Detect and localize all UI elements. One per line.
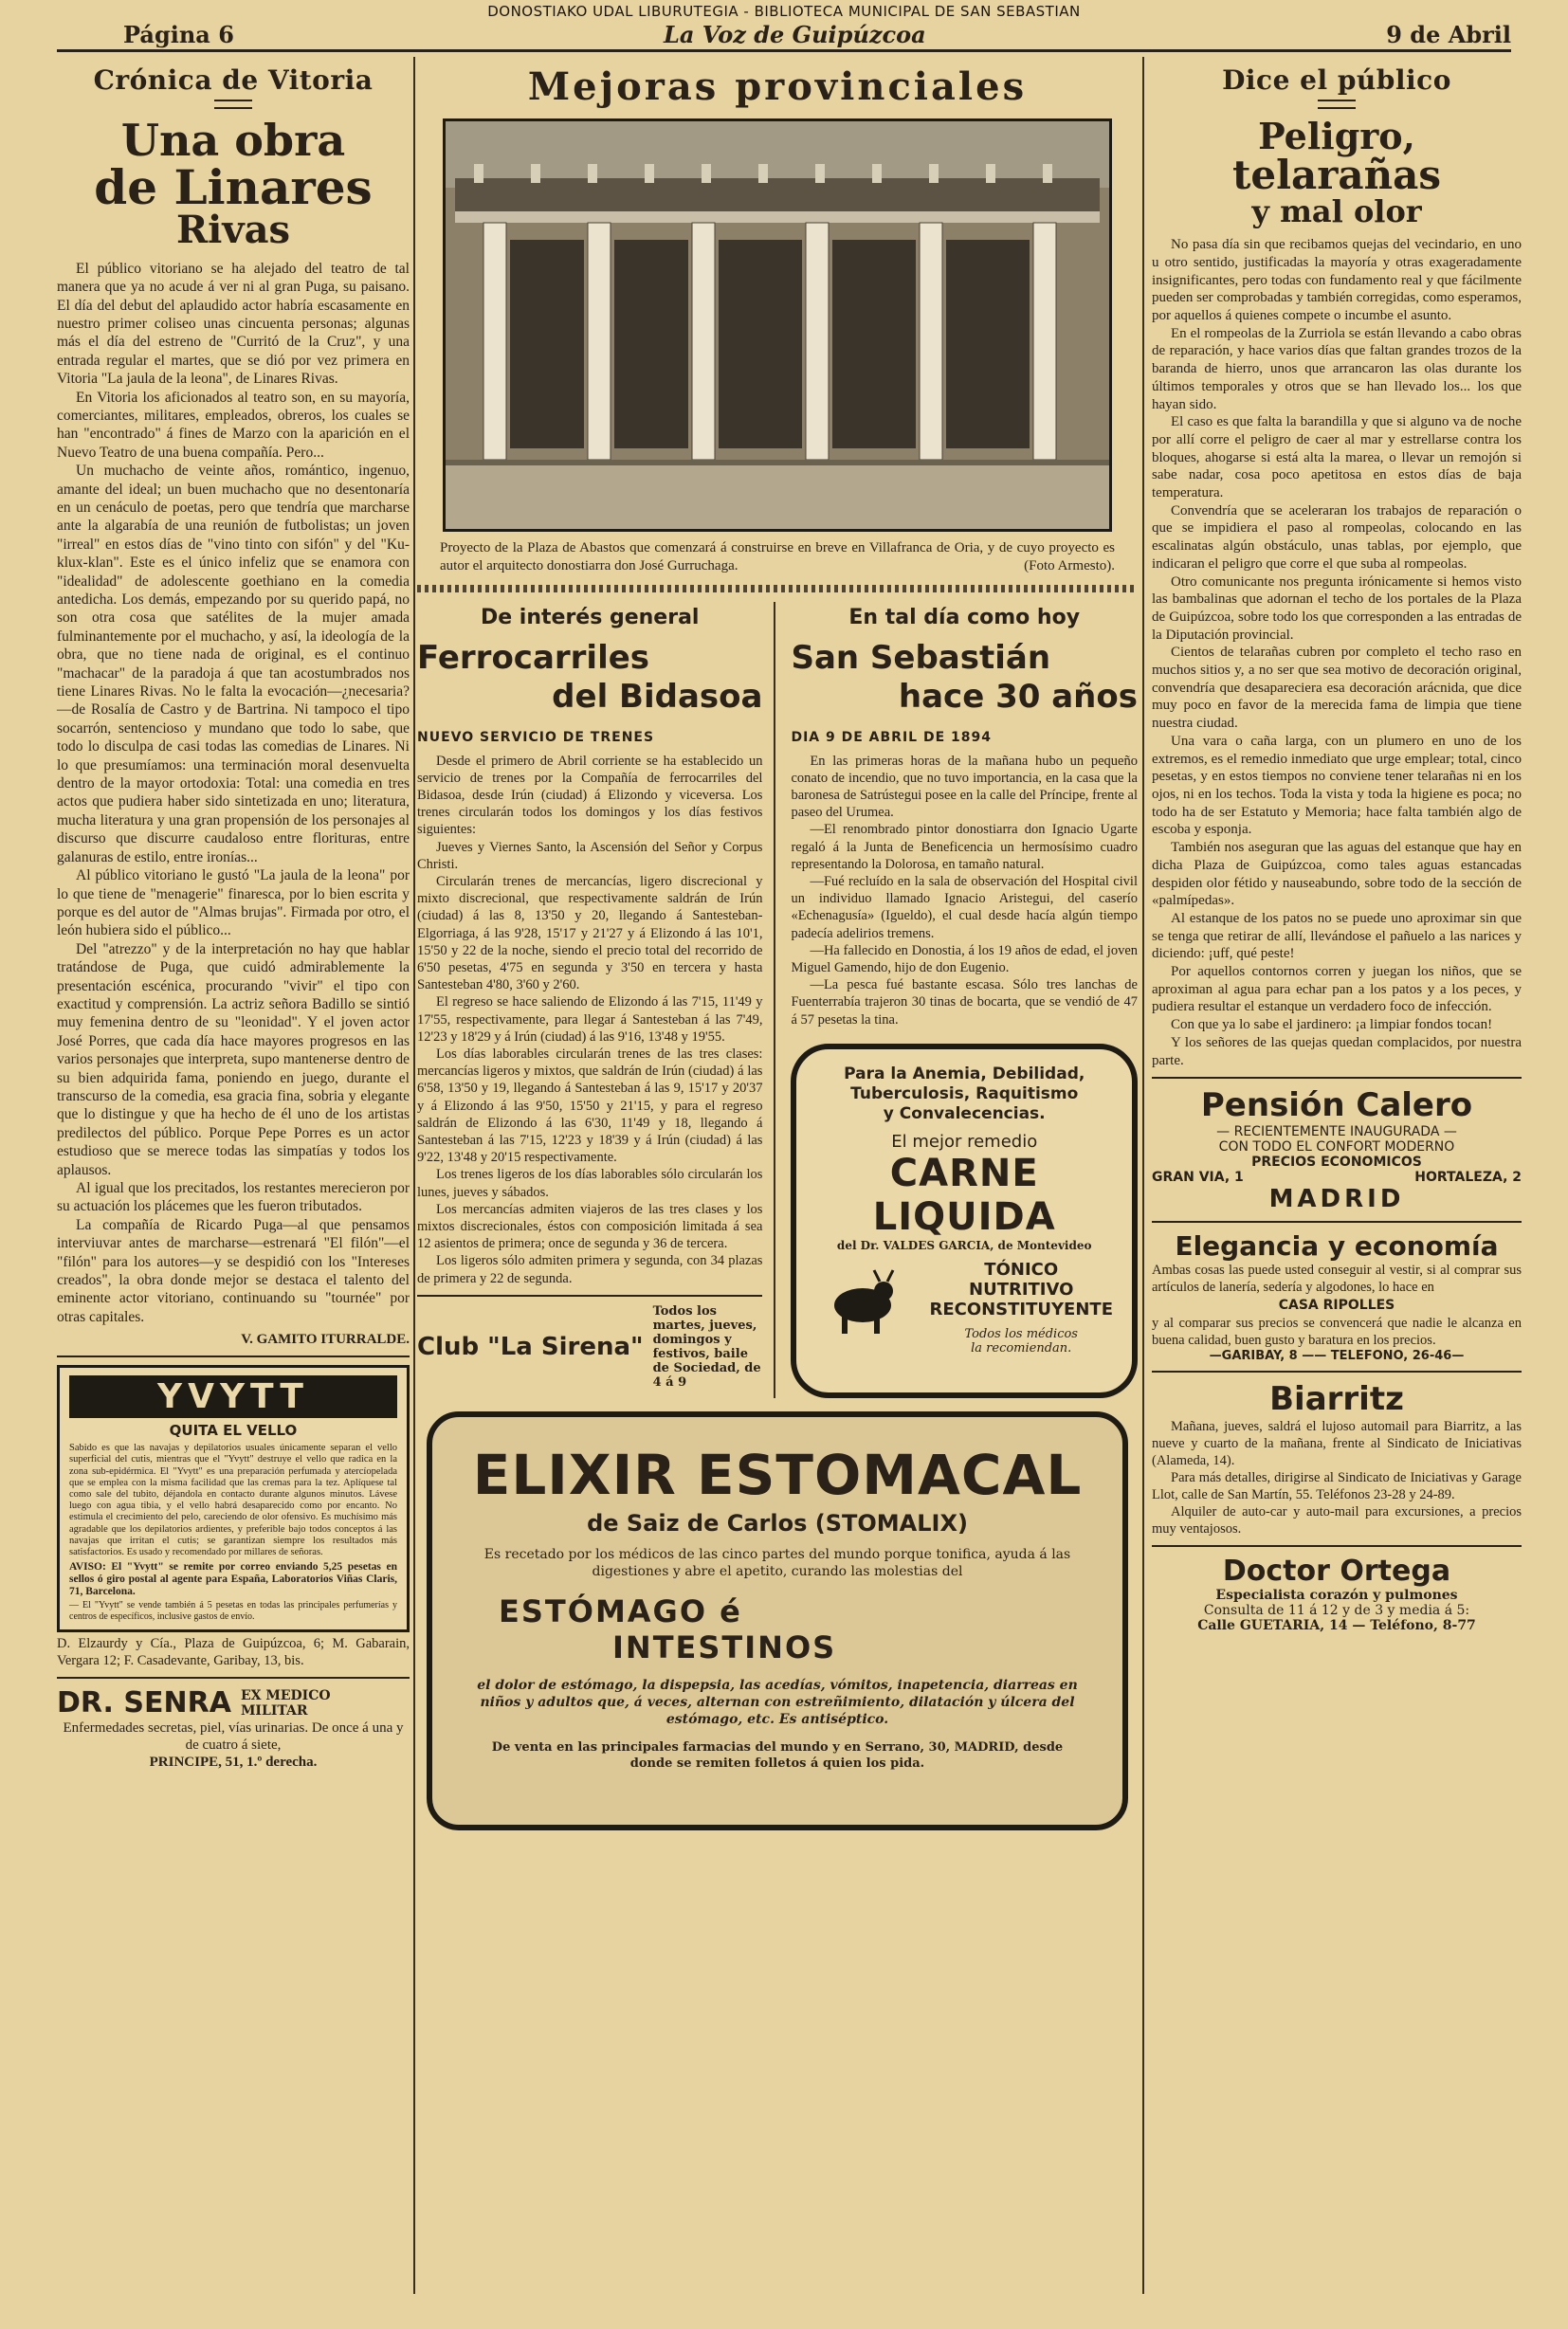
divider [1152, 1545, 1522, 1547]
archive-banner: DONOSTIAKO UDAL LIBURUTEGIA - BIBLIOTECA MUNICIPAL DE SAN SEBASTIAN [487, 3, 1081, 20]
ad-ortega-line: Consulta de 11 á 12 y de 3 y media á 5: [1203, 1603, 1470, 1619]
paragraph: Cientos de telarañas cubren por completo el techo raso en muchos sitios y, a no ser que sea motivo de decoración original, convendría que desapareciera esa decoración arácnida, que dice muy poco en favor de la merecida fama de limpia que tiene nuestra ciudad. [1152, 645, 1522, 732]
divider [1152, 1077, 1522, 1079]
photo-caption-text: Proyecto de la Plaza de Abastos que comenzará á construirse en breve en Villafranca de Oria, y de cuyo proyecto es autor el arquitecto donostiarra don José Gurruchaga. [440, 540, 1115, 573]
ad-elegancia-title: Elegancia y economía [1175, 1230, 1499, 1263]
column-right [1152, 57, 1522, 1633]
market-hall-illustration [446, 121, 1109, 529]
signature: V. GAMITO ITURRALDE. [241, 1332, 410, 1348]
section-title: Mejoras provinciales [527, 64, 1028, 109]
ad-calero-line: CON TODO EL CONFORT MODERNO [1218, 1139, 1455, 1155]
ad-yvytt-tagline: QUITA EL VELLO [169, 1422, 298, 1440]
ad-senra-line: PRINCIPE, 51, 1.º derecha. [149, 1755, 318, 1771]
paragraph: Los ligeros sólo admiten primera y segunda, con 34 plazas de primera y 22 de segunda. [417, 1253, 763, 1286]
section-title: Dice el público [1222, 64, 1451, 96]
article-ferrocarriles [417, 602, 775, 1398]
paragraph: —Fué recluído en la sala de observación del Hospital civil un individuo llamado Ignacio Aristegui, del caserío «Echenagusía» (Igueldo), el cual desde hacía algún tiempo padecía adelirios tremens. [791, 874, 1138, 941]
article-body [417, 753, 762, 1287]
paragraph: La compañía de Ricardo Puga—al que pensamos interviuvar antes de marcharse—estrenará "El filón"—el "filón" para los autores—y se despidió con los "Intereses creados", la obra donde mejor se destaca el talento del eminente actor vitoriano, continuando su "tournée" por otras capitales. [57, 1216, 410, 1325]
headline-line-1: Una obra [120, 115, 346, 166]
headline-line-2: telarañas [1231, 151, 1442, 198]
paragraph: Una vara o caña larga, con un plumero en uno de los extremos, es el remedio inmediato que urge emplear; total, cinco pesetas, y en estos tiempos no conviene tener telarañas ni en los ojos, ni en los techos. Toda la vista y toda la higiene es poca; no todo ha de ser Estatuto y Memoria; hace falta también algo de escoba y esponja. [1152, 733, 1522, 838]
paragraph: Los mercancías admiten viajeros de las tres clases y los mixtos discrecionales, éstos con composición limitada á sea 12 asientos de primera; once de segunda y 36 de tercera. [417, 1201, 763, 1252]
paragraph: Por aquellos contornos corren y juegan los niños, que se aproximan al agua para echar pan a los patos y a los peces, y pudiera resultar el estanque un verdadero foco de infección. [1152, 964, 1522, 1015]
paragraph: También nos aseguran que las aguas del estanque que hay en dicha Plaza de Guipúzcoa, como tales aguas estancadas despiden olor fétido y nauseabundo, sobre todo de la sección de «palmípedas». [1152, 840, 1522, 909]
ad-carne-tonic-line: TÓNICO NUTRITIVO [969, 1259, 1074, 1300]
paragraph: Otro comunicante nos pregunta irónicamente si hemos visto las bambalinas que adornan el techo de los portales de la Plaza de Guipúzcoa, sobre todo los que corresponden a las entradas de la Diputación provincial. [1152, 573, 1522, 643]
issue-date: 9 de Abril [1386, 21, 1511, 48]
headline-line-3: Rivas [175, 207, 291, 252]
article-kicker: De interés general [480, 606, 700, 629]
headline-line-3: y mal olor [1251, 192, 1422, 229]
ad-senra-title: EX MEDICO MILITAR [240, 1687, 331, 1719]
ad-elixir-estomacal [427, 1411, 1128, 1830]
column-rule-left [413, 57, 415, 2294]
article-body [57, 260, 410, 1327]
ad-calero-line: — RECIENTEMENTE INAUGURADA — [1216, 1124, 1457, 1140]
article-kicker: En tal día como hoy [848, 606, 1081, 629]
ad-yvytt-brand: YVYTT [69, 1375, 397, 1418]
article-headline-line-1: San Sebastián [791, 639, 1051, 677]
paragraph: Con que ya lo sabe el jardinero: ¡a limpiar fondos tocan! [1171, 1017, 1493, 1033]
article-body [1152, 236, 1522, 1069]
ad-senra-name: DR. SENRA [57, 1686, 231, 1720]
running-head [57, 21, 1511, 52]
ad-elixir-title: ELIXIR ESTOMACAL [472, 1442, 1083, 1507]
ad-carne-liquida [791, 1044, 1138, 1398]
ad-yvytt-text: Sabido es que las navajas y depilatorios usuales únicamente separan el vello superficial del cutis, mientras que el "Yvytt" destruye el vello que radica en la zona sub-epidérmica. El "Yvytt" es una preparación perfumada y atercíopelada que se emplea con la misma facilidad que las cremas para la tez. Aplíquese tal como sale del tubito, déjandola en contacto durante algunos minutos. Lávese luego con agua tibia, y el vello habrá desaparecido como por encanto. No estimula el crecimiento del pelo, careciendo de olor ofensivo. Es muchísimo más agradable que los depilatorios ardientes, y preferible bajo todos conceptos á las navajas que irritan el cutis; se garantizan siempre los resultados más satisfactorios. Es usado y recomendado por millares de señoras. [69, 1443, 397, 1558]
ad-elegancia-addr: —GARIBAY, 8 —— TELEFONO, 26-46— [1209, 1349, 1465, 1364]
paragraph: Mañana, jueves, saldrá el lujoso automail para Biarritz, a las nueve y cuarto de la mañana, frente al Sindicato de Iniciativas (Alameda, 14). [1152, 1419, 1522, 1469]
ad-yvytt [57, 1365, 410, 1632]
paragraph: —La pesca fué bastante escasa. Sólo tres lanchas de Fuenterrabía trajeron 30 tinas de bocarta, que se vendió de 47 á 57 pesetas la tina. [791, 977, 1138, 1028]
paragraph: Alquiler de auto-car y auto-mail para excursiones, a precios muy ventajosos. [1152, 1504, 1522, 1538]
divider [417, 1295, 762, 1297]
ad-elixir-desc: Es recetado por los médicos de las cinco partes del mundo porque tonifica, ayuda á las digestiones y abre el apetito, curando las molestias del [483, 1546, 1071, 1579]
section-dash [214, 100, 252, 109]
column-rule-right [1142, 57, 1144, 2294]
paragraph: Los días laborables circularán trenes de las tres clases: mercancías ligeros y mixtos, que saldrán de Irún (ciudad) á las 6'58, 13'50 y 19, llegando á Santesteban á las 9, 15'17 y 20'37 y á Elizondo á las 9'50, 15'50 y 21'15, y para el regreso saldrán de Elizondo á las 6'30, 11'49 y 18, llegando á Santesteban á las 7'15, 12'23 y 18'39 y á Irún (ciudad) á las 9'22, 13'48 y 20'15 respectivamente. [417, 1046, 763, 1166]
divider [1152, 1221, 1522, 1223]
paragraph: Jueves y Viernes Santo, la Ascensión del Señor y Corpus Christi. [417, 839, 763, 872]
column-left [57, 57, 410, 1771]
article-headline-line-2: del Bidasoa [552, 677, 763, 716]
ad-elixir-organ: ESTÓMAGO é [499, 1592, 742, 1629]
section-title: Crónica de Vitoria [93, 64, 374, 96]
ad-ortega-line: Calle GUETARIA, 14 — Teléfono, 8-77 [1197, 1618, 1476, 1634]
photo-credit: (Foto Armesto). [1024, 558, 1115, 573]
ad-ortega-title: Doctor Ortega [1222, 1555, 1451, 1589]
paragraph: —Ha fallecido en Donostia, á los 19 años de edad, el joven Miguel Gamendo, hijo de don Eugenio. [791, 942, 1138, 976]
ad-elegancia-text2: y al comparar sus precios se convencerá que nadie le alcanza en buena calidad, buen gusto y baratura en los precios. [1152, 1316, 1522, 1349]
paragraph: Desde el primero de Abril corriente se ha establecido un servicio de trenes por la Compañía de ferrocarriles del Bidasoa, desde Irún (ciudad) á Elizondo y viceversa. Los trenes circularán todos los domingos y los días festivos siguientes: [417, 753, 763, 838]
headline-line-2: de Linares [94, 158, 373, 215]
paragraph: En las primeras horas de la mañana hubo un pequeño conato de incendio, que no tuvo importancia, en la casa que la baronesa de Satrústegui posee en la calle del Príncipe, frente al paseo del Urumea. [791, 753, 1138, 821]
ad-calero-line: PRECIOS ECONOMICOS [1251, 1155, 1422, 1171]
headline-line-1: Peligro, [1258, 115, 1415, 157]
divider [1152, 1371, 1522, 1373]
ad-yvytt-note: — El "Yvytt" se vende también á 5 pesetas en todas las principales perfumerías y centros de específicos, inclusive gastos de envío. [69, 1600, 397, 1622]
article-headline-line-1: Ferrocarriles [417, 639, 650, 677]
ad-calero-addr-left: GRAN VIA, 1 [1152, 1170, 1244, 1186]
paragraph: Al igual que los precitados, los restantes merecieron por su actuación los plácemes que les fueron tributados. [57, 1180, 410, 1215]
ad-calero-address [1152, 1170, 1522, 1185]
paragraph: Al estanque de los patos no se puede uno aproximar sin que se tenga que retirar de allí, llevándose el pañuelo a las narices y diciendo: ¡uff, qué peste! [1152, 910, 1522, 962]
ad-senra-line: Enfermedades secretas, piel, vías urinarias. De once á una y de cuatro á siete, [63, 1720, 404, 1754]
paragraph: No pasa día sin que recibamos quejas del vecindario, en uno u otro sentido, justificadas la mayoría y otras exageradamente insignificantes, pero todas con fundamento real y que fácilmente pueden ser comprobadas y también corregidas, como esperamos, por aquellos á quienes compete o incumbe el asunto. [1152, 237, 1522, 324]
paragraph: En el rompeolas de la Zurriola se están llevando a cabo obras de reparación, y hace varios días que faltan grandes trozos de la baranda de hierro, unos que arrancaron las olas durante los últimos temporales y otros que se han llevado los... los que hayan sido. [1152, 325, 1522, 412]
ad-sirena-name: Club "La Sirena" [417, 1332, 644, 1361]
paragraph: Al público vitoriano le gustó "La jaula de la leona" por lo que tiene de "menagerie" finaresca, por lo bien escrita y porque es del autor de "Almas brujas". Firmada por otro, el león hubiera sido el público... [57, 867, 410, 939]
paragraph: Los trenes ligeros de los días laborables sólo circularán los lunes, jueves y sábados. [417, 1167, 763, 1200]
ad-elixir-sale: De venta en las principales farmacias del mundo y en Serrano, 30, MADRID, desde donde se remiten folletos á quien los pida. [491, 1739, 1064, 1771]
paragraph: Para más detalles, dirigirse al Sindicato de Iniciativas y Garage Llot, calle de San Martín, 55. Teléfonos 23-28 y 24-89. [1152, 1470, 1522, 1503]
ad-calero-addr-right: HORTALEZA, 2 [1414, 1170, 1522, 1186]
ad-carne-line: Tuberculosis, Raquitismo [850, 1083, 1079, 1103]
ad-doctor-ortega [1152, 1555, 1522, 1633]
ad-elegancia [1152, 1230, 1522, 1363]
ad-pension-calero [1152, 1086, 1522, 1213]
photo-caption [440, 539, 1115, 575]
ad-elegancia-store: CASA RIPOLLES [1278, 1298, 1395, 1314]
paragraph: El público vitoriano se ha alejado del teatro de tal manera que ya no acude á ver ni al gran Puga, su paisano. El día del debut del aplaudido actor habría escasamente en nuestro primer coliseo unas cincuenta personas; algunas más el día del estreno de "Curritó de la Cruz", y una entrada regular el martes, que se dió por vez primera en Vitoria "La jaula de la leona", de Linares Rivas. [57, 260, 410, 388]
article-body [791, 753, 1138, 1028]
ad-carne-recommend: Todos los médicos [964, 1326, 1078, 1341]
ad-carne-maker: del Dr. VALDES GARCIA, de Montevideo [836, 1238, 1092, 1252]
divider [57, 1356, 410, 1357]
section-dash [1318, 100, 1356, 109]
ad-sirena-text: Todos los martes, jueves, domingos y festivos, baile de Sociedad, de 4 á 9 [652, 1303, 761, 1390]
wavy-divider [417, 585, 1138, 592]
paragraph: En Vitoria los aficionados al teatro son, en su mayoría, comerciantes, militares, empleados, obreros, los cuales se han "encontrado" á fines de Marzo con la aparición en el Nuevo Teatro de una buena compañía. Pero... [57, 389, 410, 461]
paragraph: Del "atrezzo" y de la interpretación no hay que hablar tratándose de Puga, que cuidó admirablemente la presentación escénica, procurando "vivir" el tipo con exactitud y comprensión. La actriz señora Badillo se sintió muy femenina dentro de su "leonidad". Y el joven actor José Porres, que cada día hace mayores progresos en las varios personajes que interpreta, supo mantenerse dentro de su bien adquirida fama, poniendo en juego, durante el transcurso de la comedia, esa gracia fina, sobria y elegante que lo distingue y que ha hecho de él uno de los artistas predilectos del público. Porque Pepe Porres es un actor estudioso que se merece todas las simpatías y todos los aplausos. [57, 940, 410, 1178]
ad-ortega-line: Especialista corazón y pulmones [1215, 1588, 1458, 1604]
article-san-sebastian [791, 602, 1138, 1398]
ad-senra [57, 1686, 410, 1719]
page-number: Página 6 [123, 21, 234, 48]
paper-title: La Voz de Guipúzcoa [664, 21, 926, 48]
ad-elixir-conditions: el dolor de estómago, la dispepsia, las acedías, vómitos, inapetencia, diarreas en niños y adultos que, á veces, alternan con estreñimiento, dilatación y úlcera del estómago, etc. Es antiséptico. [477, 1677, 1078, 1727]
divider [57, 1677, 410, 1679]
ad-carne-line: y Convalecencias. [883, 1103, 1046, 1123]
ad-carne-recommend: la recomiendan. [971, 1340, 1072, 1356]
article-subhead: NUEVO SERVICIO DE TRENES [417, 729, 655, 745]
paragraph: —El renombrado pintor donostiarra don Ignacio Ugarte regaló á la Junta de Beneficencia un hermosísimo cuadro representando la Dolorosa, en tamaño natural. [791, 822, 1138, 872]
paragraph: El caso es que falta la barandilla y que si alguno va de noche por allí corre el peligro de caer al mar y estrellarse contra los bloques, ahogarse si está alta la marea, o llevar un remojón si sabe nadar, cosa poco apetitosa en estos días de baja temperatura. [1152, 414, 1522, 501]
ad-elixir-organ: INTESTINOS [612, 1628, 837, 1665]
paragraph: Convendría que se aceleraran los trabajos de reparación o que se impidiera el paso al rompeolas, colocando en las escalinatas algún obstáculo, unas tablas, por ejemplo, que indicaran el peligro que corre el que suba al rompeolas. [1152, 502, 1522, 572]
ad-carne-tonic-line: RECONSTITUYENTE [929, 1299, 1113, 1319]
ad-biarritz-text [1152, 1418, 1522, 1538]
ad-biarritz-title: Biarritz [1269, 1380, 1404, 1419]
bull-icon [825, 1253, 901, 1338]
article-subhead: DIA 9 DE ABRIL DE 1894 [791, 729, 992, 745]
ad-carne-remedy: El mejor remedio [891, 1131, 1038, 1152]
market-hall-photo [443, 118, 1112, 532]
ad-carne-line: Para la Anemia, Debilidad, [844, 1064, 1085, 1083]
paragraph: Circularán trenes de mercancías, ligero discrecional y mixto discrecional, que respectivamente saldrán de Irún (ciudad) á las 8, 13'50 y 20, llegando á Santesteban-Elgorriaga, á las 9'28, 15'17 y 21'27 y á Elizondo á las 10'1, 15'50 y 22 de la noche, siendo el precio total del recorrido de 6'50 pesetas, 4'75 en segunda y 3'50 en tercera y hasta Santesteban 4'80, 3'60 y 2'60. [417, 874, 763, 993]
paragraph: Un muchacho de veinte años, romántico, ingenuo, amante del ideal; un buen muchacho que no desentonaría en un cenáculo de poetas, pero que tendría que marcharse ante la algarabía de una reunión de futbolistas; un joven "irreal" en estos días de "vino tinto con sifón" y del "Ku-klux-klan". Este es el único infeliz que se enamora con "idealidad" de adolescente goethiano en la comedia antedicha. Los demás, empezando por su querido papá, no son otra cosa que satélites de la mujer amada fulminantemente por el muchacho, y así, la ideología de la obra, que no tiene nada de original, es el continuo "machacar" de la paradoja á que tan acostumbrados nos tiene Linares Rivas. No le falta la evocación—¿necesaria?—de Rosalía de Castro y de Bartrina. Ni tampoco el tipo socarrón, sentencioso y mundano que todo lo sabe, que todo lo disculpa de casi todas las comedias de Linares. Ni lo que presumíamos: una terminación moral desenvuelta dentro de la mayor ortodoxia: Total: una comedia en tres actos que pudiera haber sido sintetizada en uno; literatura, mucha literatura y una gran propensión de los personajes al discurso que discurre caudaloso entre florituras, entre galanuras de estilo, entre ironías... [57, 463, 410, 865]
ad-elixir-subtitle: de Saiz de Carlos (STOMALIX) [587, 1509, 968, 1537]
ad-sirena [417, 1304, 762, 1390]
paragraph: El regreso se hace saliendo de Elizondo á las 7'15, 11'49 y 17'55, respectivamente, para llegar á Santesteban á las 7'49, 12'23 y 18'29 y á Irún (ciudad) á las 9'16, 13'48 y 19'55. [417, 994, 763, 1045]
ad-yvytt-aviso: AVISO: El "Yvytt" se remite por correo enviando 5,25 pesetas en sellos ó giro postal al agente para España, Laboratorios Viñas Claris, 71, Barcelona. [69, 1561, 397, 1598]
ad-elegancia-text: Ambas cosas las puede usted conseguir al vestir, si al comprar sus artículos de lanería, sedería y algodones, lo hace en [1152, 1263, 1522, 1296]
ad-calero-city: MADRID [1268, 1185, 1405, 1214]
center-subcolumns [417, 602, 1138, 1398]
paragraph: Y los señores de las quejas quedan complacidos, por nuestra parte. [1152, 1034, 1522, 1068]
ad-carne-tonic [929, 1260, 1113, 1356]
ad-yvytt-dealers: D. Elzaurdy y Cía., Plaza de Guipúzcoa, 6; M. Gabarain, Vergara 12; F. Casadevante, Garibay, 13, bis. [57, 1636, 410, 1668]
article-headline-line-2: hace 30 años [898, 677, 1138, 716]
ad-calero-name: Pensión Calero [1200, 1086, 1473, 1125]
ad-biarritz [1152, 1380, 1522, 1538]
ad-carne-brand: CARNE LIQUIDA [872, 1151, 1056, 1239]
column-center [417, 57, 1138, 1830]
